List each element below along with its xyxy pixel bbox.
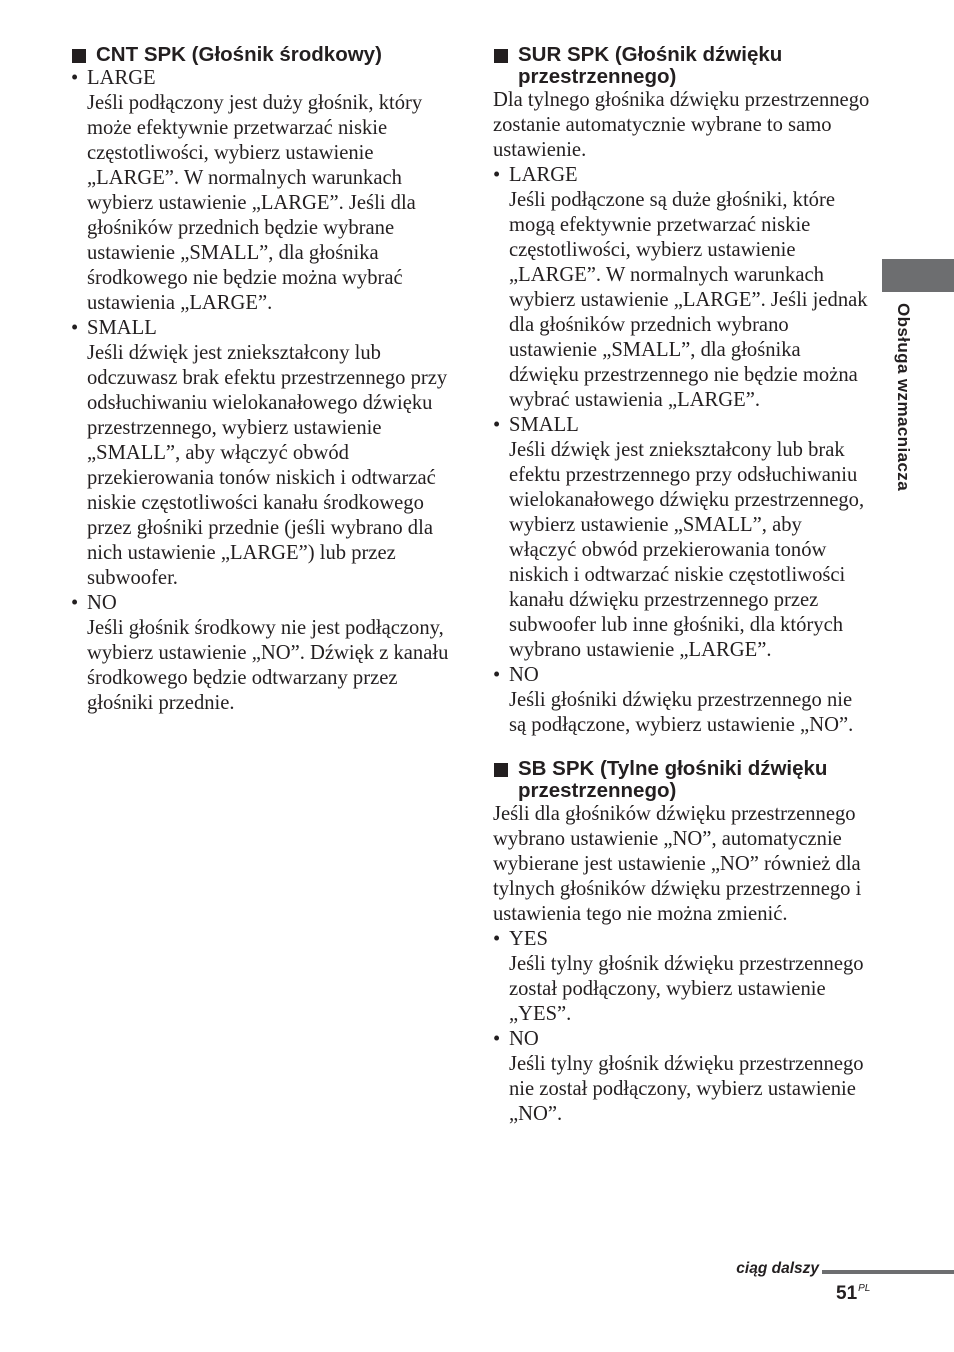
sur-option-no [493, 663, 873, 738]
sb-option-yes [493, 927, 873, 1027]
sur-spk-heading-line1: SUR SPK (Głośnik dźwięku [518, 43, 783, 66]
option-description: Jeśli dźwięk jest zniekształcony lub brak efektu przestrzennego przy odsłuchiwaniu wielokanałowego dźwięku przestrzennego, wybierz ustawienie „SMALL”, aby włączyć obwód przekierowania tonów niskich i odtwarzać niskie częstotliwości kanału dźwięku przestrzennego przez subwoofer lub inne głośniki, dla których wybrano ustawienie „LARGE”. [509, 439, 865, 661]
cnt-option-small [71, 316, 451, 591]
right-column [493, 44, 873, 1127]
bullet-icon: • [493, 1028, 501, 1050]
option-description: Jeśli głośnik środkowy nie jest podłączony, wybierz ustawienie „NO”. Dźwięk z kanału środkowego będzie odtwarzany przez głośniki przednie. [87, 617, 449, 714]
option-description: Jeśli głośniki dźwięku przestrzennego nie są podłączone, wybierz ustawienie „NO”. [509, 689, 854, 736]
left-column [71, 44, 451, 716]
page-number [836, 1283, 870, 1305]
page-number-value: 51 [836, 1283, 858, 1304]
sb-spk-heading-line2: przestrzennego) [518, 779, 677, 802]
bullet-icon: • [71, 67, 79, 89]
sur-spk-intro: Dla tylnego głośnika dźwięku przestrzennego zostanie automatycznie wybrane to samo ustawienie. [493, 89, 870, 161]
option-label: YES [509, 928, 548, 950]
option-description: Jeśli dźwięk jest zniekształcony lub odczuwasz brak efektu przestrzennego przy odsłuchiwaniu wielokanałowego dźwięku przestrzennego, wybierz ustawienie „SMALL”, aby włączyć obwód przekierowania tonów niskich i odtwarzać niskie częstotliwości kanału środkowego przez głośniki przednie (jeśli wybrano dla nich ustawienie „LARGE”) lub przez subwoofer. [87, 342, 448, 589]
cnt-spk-heading-text: CNT SPK (Głośnik środkowy) [96, 43, 382, 66]
section-square-icon [494, 49, 508, 63]
section-spacer [493, 738, 873, 758]
section-square-icon [72, 49, 86, 63]
option-label: SMALL [509, 414, 579, 436]
cnt-option-large [71, 66, 451, 316]
sb-spk-heading [493, 758, 873, 802]
option-description: Jeśli podłączone są duże głośniki, które mogą efektywnie przetwarzać niskie częstotliwości, wybierz ustawienie „LARGE”. W normalnych warunkach wybierz ustawienie „LARGE”. Jeśli jednak dla głośników przednich wybrano ustawienie „SMALL”, dla głośnika dźwięku przestrzennego nie będzie można wybrać ustawienia „LARGE”. [509, 189, 868, 411]
bullet-icon: • [71, 592, 79, 614]
bullet-icon: • [493, 414, 501, 436]
sur-option-large [493, 163, 873, 413]
option-label: SMALL [87, 317, 157, 339]
option-label: NO [87, 592, 117, 614]
chapter-tab-label: Obsługa wzmacniacza [894, 303, 913, 492]
option-label: LARGE [87, 67, 156, 89]
sur-spk-heading-line2: przestrzennego) [518, 65, 677, 88]
option-label: NO [509, 664, 539, 686]
chapter-tab-marker [882, 259, 954, 292]
option-description: Jeśli podłączony jest duży głośnik, który może efektywnie przetwarzać niskie częstotliwości, wybierz ustawienie „LARGE”. W normalnych warunkach wybierz ustawienie „LARGE”. Jeśli dla głośników przednich będzie wybrane ustawienie „SMALL”, dla głośnika środkowego nie będzie można wybrać ustawienia „LARGE”. [87, 92, 423, 314]
cnt-spk-heading [71, 44, 451, 66]
bullet-icon: • [493, 664, 501, 686]
section-square-icon [494, 763, 508, 777]
continued-label: ciąg dalszy [736, 1260, 819, 1277]
option-description: Jeśli tylny głośnik dźwięku przestrzennego nie został podłączony, wybierz ustawienie „NO”. [509, 1053, 864, 1125]
option-label: LARGE [509, 164, 578, 186]
sur-spk-heading [493, 44, 873, 88]
option-label: NO [509, 1028, 539, 1050]
sb-option-no [493, 1027, 873, 1127]
bullet-icon: • [493, 164, 501, 186]
bullet-icon: • [71, 317, 79, 339]
page-number-suffix: PL [858, 1283, 871, 1294]
continued-bar [822, 1270, 954, 1274]
bullet-icon: • [493, 928, 501, 950]
sb-spk-heading-line1: SB SPK (Tylne głośniki dźwięku [518, 757, 828, 780]
sur-option-small [493, 413, 873, 663]
cnt-option-no [71, 591, 451, 716]
sb-spk-intro: Jeśli dla głośników dźwięku przestrzennego wybrano ustawienie „NO”, automatycznie wybierane jest ustawienie „NO” również dla tylnych głośników dźwięku przestrzennego i ustawienia tego nie można zmienić. [493, 803, 862, 925]
option-description: Jeśli tylny głośnik dźwięku przestrzennego został podłączony, wybierz ustawienie „YES”. [509, 953, 864, 1025]
